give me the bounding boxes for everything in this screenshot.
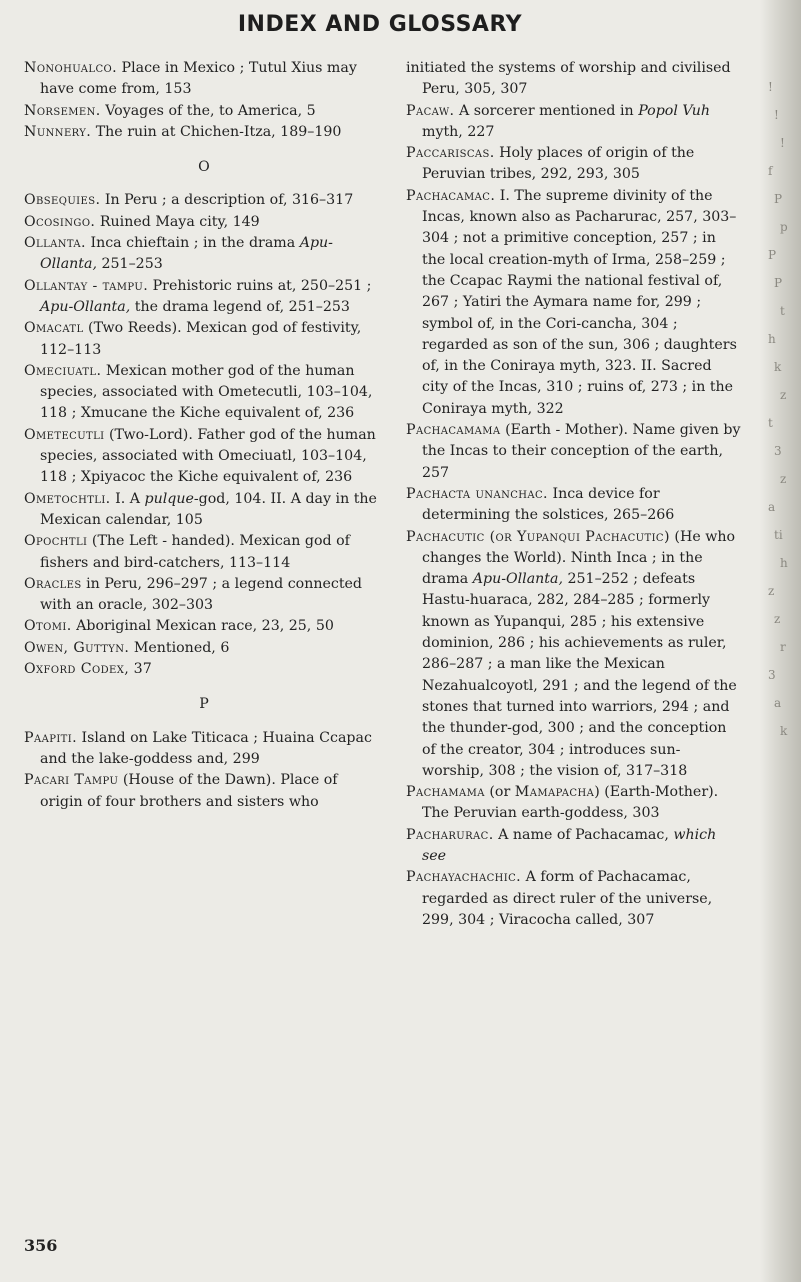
index-entry <box>24 361 384 425</box>
gutter-mark: f <box>768 164 773 178</box>
entry-text: Mexican mother god of the human species, associated with Ometecutli, 103–104, 118 ; Xmucane the Kiche equivalent of, 236 <box>40 362 373 422</box>
entry-headword: Owen, Guttyn. <box>24 639 130 656</box>
gutter-mark: t <box>768 416 773 430</box>
gutter-mark: a <box>774 696 782 710</box>
entry-text: initiated the systems of worship and civilised Peru, 305, 307 <box>406 60 731 98</box>
index-entry <box>24 212 384 233</box>
gutter-mark: z <box>774 612 781 626</box>
entry-headword: Norsemen. <box>24 102 101 119</box>
entry-headword: Oracles <box>24 575 82 592</box>
entry-text: 37 <box>129 661 152 678</box>
index-entry <box>406 420 742 484</box>
entry-headword: Ometecutli <box>24 426 105 443</box>
entry-text: 251–253 <box>96 256 163 273</box>
gutter-mark: ti <box>774 528 783 542</box>
entry-text: Inca device for determining the solstices, 265–266 <box>422 485 675 524</box>
entry-text: (Earth - Mother). Name given by the Incas to their conception of the earth, 257 <box>422 422 741 481</box>
entry-headword: Omeciuatl. <box>24 362 102 379</box>
entry-headword: Nunnery. <box>24 123 92 140</box>
section-letter: P <box>199 696 209 713</box>
entry-text: In Peru ; a description of, 316–317 <box>100 192 354 209</box>
entry-italic-text: Apu-Ollanta, <box>472 571 563 588</box>
index-entry <box>24 728 384 771</box>
gutter-mark: h <box>780 556 788 570</box>
entry-text: I. A <box>110 490 145 507</box>
entry-headword: Ollanta. <box>24 235 86 252</box>
entry-text: The ruin at Chichen-Itza, 189–190 <box>91 123 342 140</box>
gutter-mark: ! <box>780 136 785 150</box>
index-entry <box>406 101 742 144</box>
index-entry <box>406 143 742 186</box>
index-entry <box>24 638 384 659</box>
index-entry <box>24 770 384 813</box>
gutter-mark: z <box>780 388 787 402</box>
index-entry <box>406 484 742 527</box>
entry-headword: Pachacamac. <box>406 187 496 204</box>
entry-headword: Obsequies. <box>24 192 101 209</box>
index-entry <box>24 318 384 361</box>
entry-italic-text: Apu-Ollanta, <box>40 235 333 273</box>
entry-text: Voyages of the, to America, 5 <box>100 102 316 119</box>
index-entry <box>24 659 384 680</box>
gutter-mark: t <box>780 304 785 318</box>
gutter-mark: P <box>774 192 783 206</box>
entry-headword: Pachacutic (or Yupanqui Pachacutic) <box>406 528 670 545</box>
entry-italic-text: which see <box>422 826 717 864</box>
entry-text: (Two Reeds). Mexican god of festivity, 112–113 <box>40 320 362 358</box>
index-entry <box>406 527 742 783</box>
entry-headword: Ometochtli. <box>24 490 111 507</box>
entry-headword: Paapiti. <box>24 729 77 746</box>
entry-text: Holy places of origin of the Peruvian tribes, 292, 293, 305 <box>422 145 695 183</box>
gutter-mark: p <box>780 220 788 234</box>
entry-text: Mentioned, 6 <box>129 639 230 656</box>
index-entry <box>24 489 384 532</box>
gutter-mark: k <box>780 724 788 738</box>
entry-text: A name of Pachacamac, <box>493 826 674 843</box>
entry-headword: Pachacamama <box>406 422 501 439</box>
entry-headword: Opochtli <box>24 533 88 550</box>
entry-text: in Peru, 296–297 ; a legend connected with an oracle, 302–303 <box>40 575 363 614</box>
right-index-column <box>406 58 742 931</box>
left-index-column <box>24 58 384 813</box>
entry-headword: Pacaw. <box>406 102 455 119</box>
entry-text: (He who changes the World). Ninth Inca ; in the drama <box>422 528 736 588</box>
entry-italic-text: pulque <box>144 490 194 507</box>
entry-text: Aboriginal Mexican race, 23, 25, 50 <box>71 618 334 635</box>
index-entry <box>406 867 742 931</box>
entry-headword: Pacharurac. <box>406 826 494 843</box>
gutter-mark: z <box>780 472 787 486</box>
entry-text: Prehistoric ruins at, 250–251 ; <box>148 277 372 294</box>
entry-text: (or <box>484 784 515 801</box>
entry-headword: Oxford Codex, <box>24 661 130 678</box>
entry-smallcaps-text: Mamapacha <box>514 784 595 801</box>
entry-text: Island on Lake Titicaca ; Huaina Ccapac and the lake-goddess and, 299 <box>40 729 372 767</box>
gutter-mark: P <box>768 248 777 262</box>
gutter-mark: 3 <box>774 444 782 458</box>
entry-text: A sorcerer mentioned in <box>454 102 639 119</box>
gutter-mark: ! <box>768 80 773 94</box>
entry-headword: Pachacta unanchac. <box>406 485 548 502</box>
entry-text: (House of the Dawn). Place of origin of four brothers and sisters who <box>40 772 338 810</box>
gutter-mark: P <box>774 276 783 290</box>
entry-text: Ruined Maya city, 149 <box>95 213 260 230</box>
entry-headword: Paccariscas. <box>406 145 495 162</box>
index-entry <box>24 425 384 489</box>
entry-headword: Ocosingo. <box>24 213 96 230</box>
gutter-mark: a <box>768 500 776 514</box>
entry-italic-text: Apu-Ollanta, <box>40 298 131 315</box>
gutter-mark: z <box>768 584 775 598</box>
gutter-mark: k <box>774 360 782 374</box>
index-entry <box>406 58 742 101</box>
gutter-mark: r <box>780 640 786 654</box>
entry-text: myth, 227 <box>422 123 495 140</box>
index-entry <box>24 58 384 101</box>
gutter-mark: h <box>768 332 776 346</box>
entry-text: 251–252 ; defeats Hastu-huaraca, 282, 284–285 ; formerly known as Yupanqui, 285 ; his extensive dominion, 286 ; his achievements as ruler, 286–287 ; a man like the Mexican Nezahualcoyotl, 291 ; and the legend of the stones that turned into warriors, 294 ; and the thunder-god, 300 ; and the conception of the creator, 304 ; introduces sun-worship, 308 ; the vision of, 317–318 <box>422 571 737 779</box>
entry-text: (Two-Lord). Father god of the human species, associated with Omeciuatl, 103–104, 118 ; Xpiyacoc the Kiche equivalent of, 236 <box>40 426 376 486</box>
index-entry <box>24 122 384 143</box>
page-header: INDEX AND GLOSSARY <box>237 12 523 37</box>
gutter-mark: 3 <box>768 668 776 682</box>
index-entry <box>24 574 384 617</box>
entry-headword: Otomi. <box>24 618 72 635</box>
index-entry <box>406 825 742 868</box>
entry-text: Inca chieftain ; in the drama <box>85 235 300 252</box>
entry-headword: Ollantay - tampu. <box>24 277 149 294</box>
section-letter: O <box>198 159 210 176</box>
entry-text: (The Left - handed). Mexican god of fishers and bird-catchers, 113–114 <box>40 533 350 571</box>
index-entry <box>406 782 742 825</box>
index-entry <box>24 276 384 319</box>
index-entry <box>24 101 384 122</box>
entry-headword: Omacatl <box>24 320 84 337</box>
gutter-mark: ! <box>774 108 779 122</box>
page-number: 356 <box>24 1236 58 1255</box>
index-entry <box>406 186 742 420</box>
index-entry <box>24 233 384 276</box>
entry-headword: Pacari Tampu <box>24 772 119 789</box>
index-entry <box>24 190 384 211</box>
entry-italic-text: Popol Vuh <box>638 102 710 119</box>
entry-headword: Nonohualco. <box>24 60 118 76</box>
entry-text: the drama legend of, 251–253 <box>130 298 350 315</box>
bleed-through-marks <box>768 80 798 780</box>
entry-text: Place in Mexico ; Tutul Xius may have come from, 153 <box>40 60 357 98</box>
entry-headword: Pachamama <box>406 784 485 801</box>
index-entry <box>24 616 384 637</box>
entry-text: ) (Earth-Mother). The Peruvian earth-goddess, 303 <box>422 784 719 822</box>
entry-text: A form of Pachacamac, regarded as direct ruler of the universe, 299, 304 ; Viracocha called, 307 <box>422 869 713 928</box>
entry-text: I. The supreme divinity of the Incas, known also as Pacharurac, 257, 303–304 ; not a primitive conception, 257 ; in the local creation-myth of Irma, 258–259 ; the Ccapac Raymi the national festival of, 267 ; Yatiri the Aymara name for, 299 ; symbol of, in the Cori-cancha, 304 ; regarded as son of the sun, 306 ; daughters of, in the Coniraya myth, 323. II. Sacred city of the Incas, 310 ; ruins of, 273 ; in the Coniraya myth, 322 <box>422 187 737 417</box>
index-entry <box>24 531 384 574</box>
entry-headword: Pachayachachic. <box>406 869 522 886</box>
entry-text: -god, 104. II. A day in the Mexican calendar, 105 <box>40 490 377 528</box>
